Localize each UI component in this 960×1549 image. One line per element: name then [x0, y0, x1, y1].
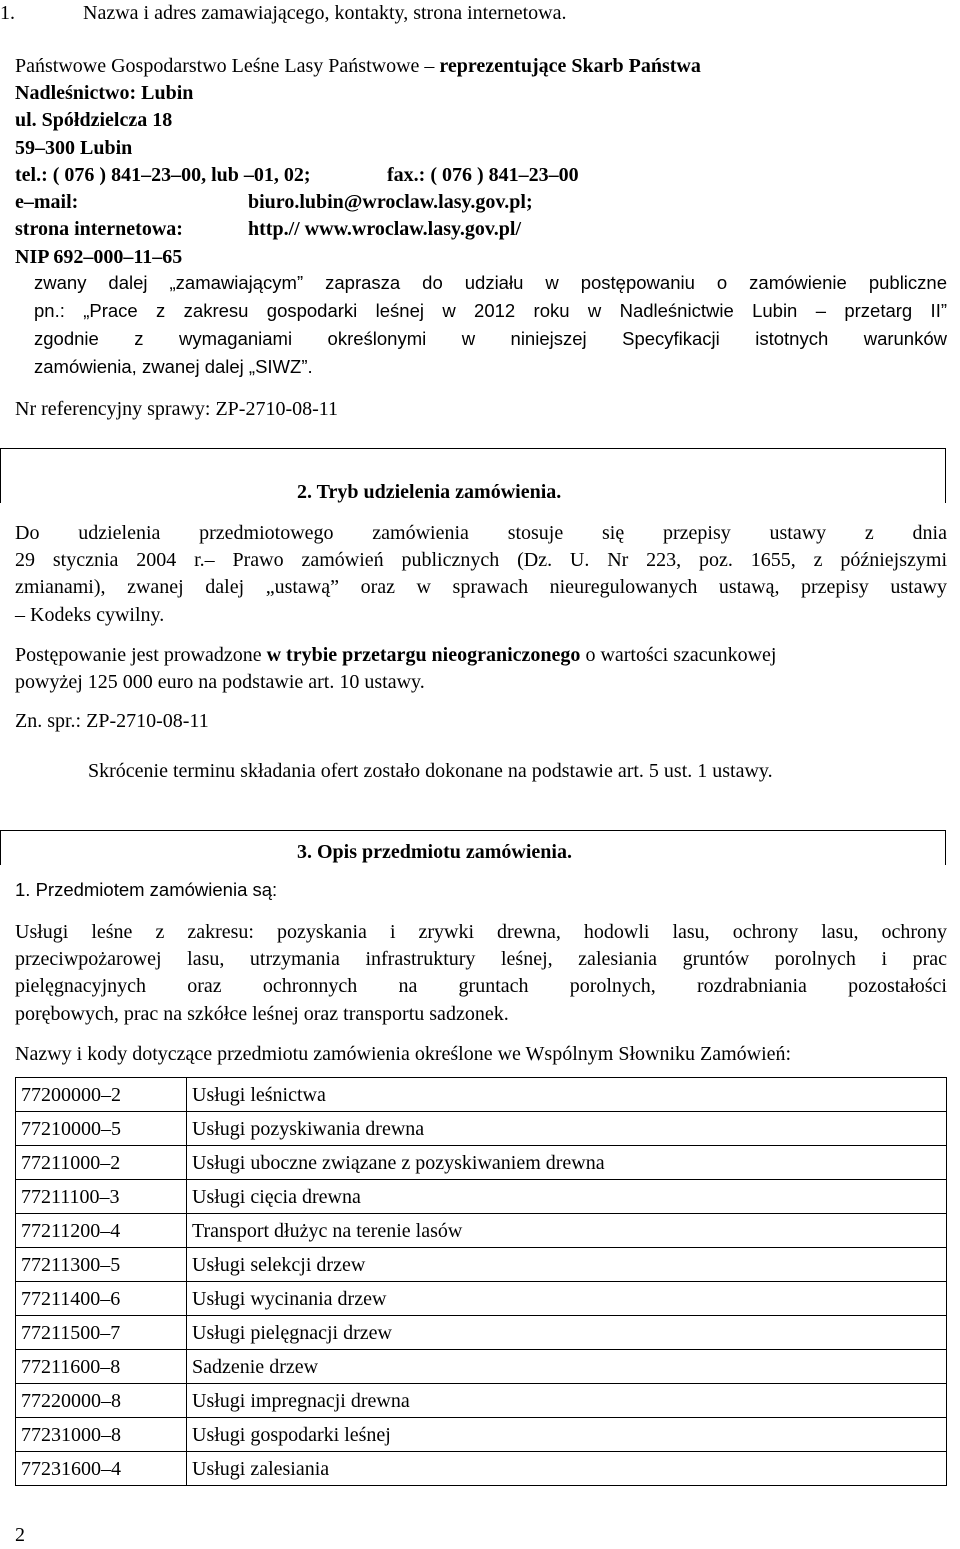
section1-heading: Nazwa i adres zamawiającego, kontakty, strona internetowa.: [83, 2, 567, 24]
section1-heading-number: 1.: [0, 2, 15, 24]
procedure-mode: w trybie przetargu nieograniczonego: [266, 644, 581, 666]
fax-number: fax.: ( 076 ) 841–23–00: [387, 164, 579, 186]
email-label: e–mail:: [15, 191, 79, 213]
deadline-shortening-note: Skrócenie terminu składania ofert zostało dokonane na podstawie art. 5 ust. 1 ustawy.: [88, 760, 773, 782]
table-row: [16, 1146, 947, 1180]
section3-heading: 3. Opis przedmiotu zamówienia.: [297, 841, 572, 863]
page-number: 2: [15, 1524, 25, 1546]
cpv-table: [15, 1077, 947, 1486]
intro-line-2: pn.: „Prace z zakresu gospodarki leśnej w 2012 roku w Nadleśnictwie Lubin – przetarg II”: [34, 300, 947, 321]
services-line-2: przeciwpożarowej lasu, utrzymania infrastruktury leśnej, zalesiania gruntów porolnych i prac: [15, 948, 947, 970]
cpv-code: 77211500–7: [16, 1316, 187, 1350]
section2-para2-line2: powyżej 125 000 euro na podstawie art. 10 ustawy.: [15, 671, 425, 693]
cpv-code: 77231600–4: [16, 1452, 187, 1486]
cpv-service-name: Usługi pielęgnacji drzew: [187, 1316, 947, 1350]
cpv-service-name: Usługi uboczne związane z pozyskiwaniem drewna: [187, 1146, 947, 1180]
cpv-code: 77211000–2: [16, 1146, 187, 1180]
section2-reference: Zn. spr.: ZP-2710-08-11: [15, 710, 209, 732]
cpv-service-name: Usługi pozyskiwania drewna: [187, 1112, 947, 1146]
table-row: [16, 1350, 947, 1384]
cpv-service-name: Usługi zalesiania: [187, 1452, 947, 1486]
nip-number: NIP 692–000–11–65: [15, 246, 183, 268]
cpv-code: 77211200–4: [16, 1214, 187, 1248]
cpv-code: 77211400–6: [16, 1282, 187, 1316]
table-row: [16, 1248, 947, 1282]
website-link[interactable]: http.// www.wroclaw.lasy.gov.pl/: [248, 218, 522, 240]
organization-representation: reprezentujące Skarb Państwa: [439, 55, 701, 77]
phone-number: tel.: ( 076 ) 841–23–00, lub –01, 02;: [15, 164, 311, 186]
cpv-code: 77231000–8: [16, 1418, 187, 1452]
organization-dash: –: [424, 55, 435, 77]
cpv-service-name: Usługi cięcia drewna: [187, 1180, 947, 1214]
procedure-text-start: Postępowanie jest prowadzone: [15, 644, 262, 666]
table-row: [16, 1078, 947, 1112]
table-row: [16, 1214, 947, 1248]
cpv-service-name: Usługi leśnictwa: [187, 1078, 947, 1112]
table-row: [16, 1384, 947, 1418]
website-label: strona internetowa:: [15, 218, 183, 240]
street-address: ul. Spółdzielcza 18: [15, 109, 173, 131]
section2-para1-line4: – Kodeks cywilny.: [15, 604, 165, 626]
cpv-service-name: Usługi impregnacji drewna: [187, 1384, 947, 1418]
district-name: Nadleśnictwo: Lubin: [15, 82, 194, 104]
subject-item-1: 1. Przedmiotem zamówienia są:: [15, 879, 278, 900]
table-row: [16, 1282, 947, 1316]
intro-line-4: zamówienia, zwanej dalej „SIWZ”.: [34, 356, 313, 377]
table-row: [16, 1180, 947, 1214]
intro-line-1: zwany dalej „zamawiającym” zaprasza do udziału w postępowaniu o zamówienie publiczne: [34, 272, 947, 293]
table-row: [16, 1316, 947, 1350]
postal-address: 59–300 Lubin: [15, 137, 133, 159]
organization-name: Państwowe Gospodarstwo Leśne Lasy Państwowe: [15, 55, 420, 77]
cpv-service-name: Usługi selekcji drzew: [187, 1248, 947, 1282]
cpv-code: 77210000–5: [16, 1112, 187, 1146]
cpv-service-name: Transport dłużyc na terenie lasów: [187, 1214, 947, 1248]
cpv-service-name: Usługi wycinania drzew: [187, 1282, 947, 1316]
services-line-1: Usługi leśne z zakresu: pozyskania i zrywki drewna, hodowli lasu, ochrony lasu, ochrony: [15, 921, 947, 943]
intro-line-3: zgodnie z wymaganiami określonymi w niniejszej Specyfikacji istotnych warunków: [34, 328, 947, 349]
cpv-service-name: Sadzenie drzew: [187, 1350, 947, 1384]
procedure-text-end: o wartości szacunkowej: [585, 644, 777, 666]
cpv-code: 77211600–8: [16, 1350, 187, 1384]
cpv-code: 77220000–8: [16, 1384, 187, 1418]
section2-para1-line2: 29 stycznia 2004 r.– Prawo zamówień publicznych (Dz. U. Nr 223, poz. 1655, z późniejszymi: [15, 549, 947, 571]
section2-para2-line1: [15, 642, 776, 669]
organization-line: [15, 53, 701, 80]
table-row: [16, 1418, 947, 1452]
section2-heading: 2. Tryb udzielenia zamówienia.: [297, 481, 562, 503]
services-line-3: pielęgnacyjnych oraz ochronnych na gruntach porolnych, rozdrabniania pozostałości: [15, 975, 947, 997]
cpv-intro: Nazwy i kody dotyczące przedmiotu zamówienia określone we Wspólnym Słowniku Zamówień:: [15, 1043, 792, 1065]
cpv-code: 77200000–2: [16, 1078, 187, 1112]
section2-para1-line1: Do udzielenia przedmiotowego zamówienia stosuje się przepisy ustawy z dnia: [15, 522, 947, 544]
table-row: [16, 1452, 947, 1486]
cpv-code: 77211300–5: [16, 1248, 187, 1282]
cpv-code: 77211100–3: [16, 1180, 187, 1214]
reference-number: Nr referencyjny sprawy: ZP-2710-08-11: [15, 398, 339, 420]
email-link[interactable]: biuro.lubin@wroclaw.lasy.gov.pl;: [248, 191, 533, 213]
services-line-4: porębowych, prac na szkółce leśnej oraz transportu sadzonek.: [15, 1003, 509, 1025]
section2-para1-line3: zmianami), zwanej dalej „ustawą” oraz w sprawach nieuregulowanych ustawą, przepisy ustawy: [15, 576, 947, 598]
table-row: [16, 1112, 947, 1146]
cpv-service-name: Usługi gospodarki leśnej: [187, 1418, 947, 1452]
